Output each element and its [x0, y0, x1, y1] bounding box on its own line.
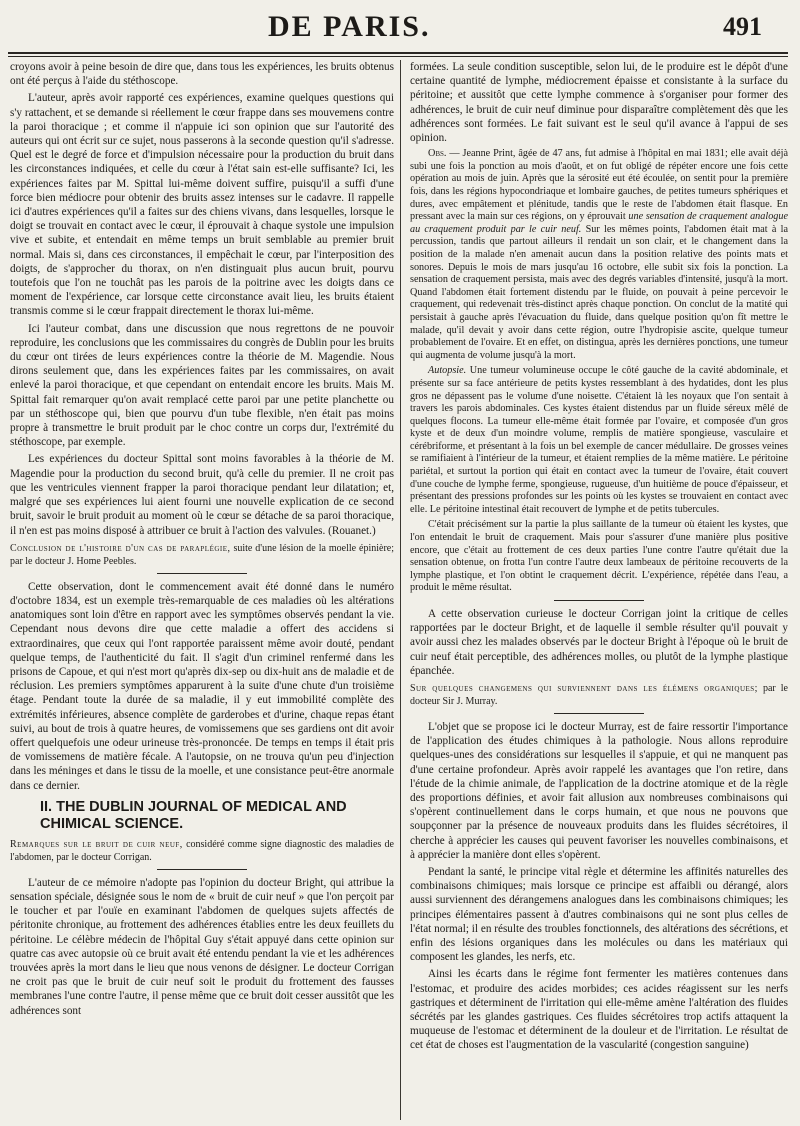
observation-label: Obs.	[428, 148, 447, 160]
article-heading-rest: suite d'une lésion de la moelle épinière; par le docteur J. Home Peebles.	[10, 542, 394, 567]
article-heading	[10, 838, 394, 864]
article-heading-caps: Sur quelques changemens qui surviennent dans les élémens organiques;	[410, 683, 758, 695]
autopsy-paragraph	[410, 365, 788, 516]
header-rule	[8, 52, 788, 57]
article-heading-caps: Remarques sur le bruit de cuir neuf,	[10, 838, 183, 850]
section-rule	[554, 600, 644, 601]
left-column	[10, 60, 394, 1021]
paragraph: Ainsi les écarts dans le régime font fermenter les matières contenues dans l'estomac, et produire des acides morbides; ces acides réagissent sur les nerfs gastriques et déterminent de l'irritation qui elle-même amène l'altération des fluides sécrétés par les glandes gastriques. Ces fluides sécrétoires trop actifs attaquent la muqueuse de l'estomac et déterminent de la douleur et de l'irritation. Le résultat de cet état de choses est l'augmentation de la vascularité (congestion sanguine)	[410, 968, 788, 1052]
paragraph: A cette observation curieuse le docteur Corrigan joint la critique de celles rapportées par le docteur Bright, et de laquelle il semble résulter qu'il pouvait y avoir aussi chez les malades observés par le docteur Bright à l'époque où le bruit de cuir neuf était perceptible, des adhérences molles, ou plutôt de la lymphe plastique épanchée.	[410, 608, 788, 677]
journal-title: II. THE DUBLIN JOURNAL OF MEDICAL AND CHIMICAL SCIENCE.	[40, 798, 347, 832]
observation-text: — Jeanne Print, âgée de 47 ans, fut admise à l'hôpital en mai 1831; elle avait déjà subi une fois la ponction au mois d'août, et on fut obligé de répéter encore une fois cette opération au mois de juin. Après que la sérosité eut été écoulée, on sentit pour la première fois, dans les régions hypocondriaque et lombaire gauches, de petites tumeurs sphériques et dures, avec empâtement et plénitude, tandis que le reste de l'abdomen était flasque. En pressant avec la main sur ces régions, on y éprouvait	[410, 148, 788, 223]
paragraph: C'était précisément sur la partie la plus saillante de la tumeur où étaient les kystes, que l'on entendait le bruit de craquement. Mais pour s'assurer d'une manière plus positive encore, que c'était au frottement de ces deux parties l'une contre l'autre qu'était due la sensation obtenue, on frotta l'un contre l'autre deux lambeaux de péritoine recouverts de la lymphe plastique, et l'on obtint le craquement décrit. L'expérience, répétée dans l'eau, a produit le même résultat.	[410, 519, 788, 594]
section-rule	[554, 713, 644, 714]
article-heading-rest: considéré comme signe diagnostic des maladies de l'abdomen, par le docteur Corrigan.	[10, 838, 394, 863]
paragraph: croyons avoir à peine besoin de dire que, dans tous les expériences, les bruits obtenus ont été perçus à l'aide du stéthoscope.	[10, 61, 394, 88]
observation-paragraph	[410, 148, 788, 362]
column-divider	[400, 60, 401, 1120]
article-heading	[10, 542, 394, 568]
paragraph: Ici l'auteur combat, dans une discussion que nous regrettons de ne pouvoir reproduire, les conclusions que les commissaires du congrès de Dublin pour les bruits du cœur ont tirées de leurs expériences contre la théorie de M. Magendie. Nous dirons seulement que, dans les expériences faites par les commissaires, on avait enlevé la paroi thoracique, et que cependant on entendait encore les bruits. Mais M. Spittal fait remarquer qu'on avait remplacé cette paroi par une petite planchette ou par un stéthoscope qui, bien que pourvu d'un tube flexible, n'en était pas moins propre à transmettre le bruit produit par le choc contre un corps dur, l'extrémité du stéthoscope, par exemple.	[10, 322, 394, 449]
paragraph: L'auteur, après avoir rapporté ces expériences, examine quelques questions qui s'y rattachent, et se demande si réellement le cœur frappe dans ses mouvemens contre la paroi thoracique ; et comme il n'appuie ici son opinion que sur l'autorité des auteurs qui ont écrit sur ce sujet, nous passerons à la seconde question qu'il s'adresse. Quel est le degré de force et d'impulsion nécessaire pour la production du bruit dans les circonstances indiquées, et celle du cœur à l'état sain est-elle suffisante? Ici, les expériences faites par M. Spittal lui-même doivent suffire, puisqu'il a suffi d'une force bien médiocre pour obtenir des bruits assez intenses sur le cadavre. Il rappelle ici d'autres expériences qu'il a faites sur des chiens vivans, dans lesquelles, lorsque le doigt se trouvait en contact avec le cœur, il éprouvait à chaque systole une impulsion vive et subite, et entendait en même temps un bruit semblable au premier bruit normal. Mais si, dans ces circonstances, il empêchait le cœur, par l'interposition des doigts, de s'approcher du thorax, on n'en distinguait plus aucun bruit, pourvu toutefois que l'on ne touchât pas les parois de la poitrine avec les doigts dans ce moment de l'expérience, car lorsque cette circonstance avait lieu, les bruits étaient transmis comme si le cœur frappait directement le thorax lui-même.	[10, 92, 394, 318]
autopsy-label: Autopsie.	[428, 365, 467, 377]
paragraph: Les expériences du docteur Spittal sont moins favorables à la théorie de M. Magendie pour la production du second bruit, qu'à celle du premier. Il ne croit pas que les ventricules viennent frapper la paroi thoracique pendant leur dilatation; et, malgré que ses expériences lui aient fourni une nouvelle explication de ce second bruit, savoir le bruit produit au moment où le cœur se détache de sa paroi thoracique, il n'en est pas moins disposé à attribuer ce bruit à l'action des valvules. (Rouanet.)	[10, 453, 394, 537]
section-rule	[157, 573, 247, 574]
page-header	[0, 6, 800, 46]
article-heading	[410, 682, 788, 708]
right-column	[410, 60, 788, 1056]
paragraph: L'auteur de ce mémoire n'adopte pas l'opinion du docteur Bright, qui attribue la sensation spéciale, désignée sous le nom de « bruit de cuir neuf » que l'on perçoit par le toucher et par l'ouïe en examinant l'abdomen de quelques sujets affectés de péritonite chronique, au frottement des adhérences établies entre les deux feuillets du péritoine. Le célèbre médecin de l'hôpital Guy s'était appuyé dans cette opinion sur quatre cas avec autopsie où ce bruit avait été entendu pendant la vie et les adhérences trouvées après la mort dans le lieu que nous venons de désigner. Le docteur Corrigan ne croit pas que le bruit de cuir neuf soit le produit du frottement des fausses membranes l'une contre l'autre, il pense même que ce bruit doit cesser aussitôt que les adhérences sont	[10, 876, 394, 1017]
autopsy-text: Une tumeur volumineuse occupe le côté gauche de la cavité abdominale, et présente sur sa face antérieure de petits kystes ressemblant à des hydatides, dont les plus gros ne dépassent pas le volume d'une noisette. C'étaient là les noyaux que l'on sentait à travers les parois abdominales. Ces kystes étaient distendus par un fluide séreux mêlé de quelques flocons. La tumeur elle-même était formée par l'ovaire, et composée d'un gros kyste et de deux d'un moindre volume, remplis de matière spongieuse, vasculaire et cérébriforme, et présentant à la fois un bel exemple de cancer médullaire. De grosses veines se ramifiaient à l'intérieur de la tumeur, et étaient remplies de la même matière. Le péritoine pariétal, et surtout la portion qui était en contact avec la tumeur de l'ovaire, était couvert d'une couche de lymphe ferme, spongieuse, rugueuse, d'un huitième de pouce d'épaisseur, et présentant des pressions profondes sur les points où les kystes se trouvaient en contact avec elle. Le péritoine intestinal était recouvert de lymphe et de petits tubercules.	[410, 365, 788, 515]
observation-text-continued: Sur les mêmes points, l'abdomen était mat à la percussion, tandis que partout ailleurs il rendait un son clair, et le changement dans la position de la malade n'en amenait aucun dans la position relative des points mats et sonores. Depuis le mois de mars jusqu'au 16 octobre, elle subit six fois la ponction. La sensation de craquement persista, mais avec des degrés variables d'intensité, jusqu'à la mort. Quand l'abdomen était fortement distendu par le fluide, on pouvait à peine percevoir le craquement, qui redevenait très-distinct après chaque ponction. On conclut de la matité qui persistait à gauche après l'évacuation du fluide, dans quelque position qu'on fît mettre le malade, qu'il devait y avoir dans cette région, outre l'hydropisie ascite, quelque tumeur probablement de l'ovaire. Et en effet, on distingua, après les dernières ponctions, une tumeur qui augmenta de volume jusqu'à la mort.	[410, 223, 788, 361]
paragraph: Pendant la santé, le principe vital règle et détermine les affinités naturelles des combinaisons chimiques; mais lorsque ce principe est affaibli ou dérangé, alors aussi surviennent des dérangemens analogues dans les combinaisons chimiques; les principes élémentaires passent à d'autres combinaisons qui ne sont plus celles de l'état normal; il en résulte des troubles fonctionnels, des altérations des sécrétions, et enfin des lésions organiques dans les molécules ou dans les matériaux qui composent les glandes, les nerfs, etc.	[410, 866, 788, 964]
observation-italic: une sensation de craquement analogue au craquement produit par le cuir neuf.	[410, 211, 788, 235]
article-heading-caps: Conclusion de l'histoire d'un cas de paraplégie,	[10, 542, 231, 554]
paragraph: L'objet que se propose ici le docteur Murray, est de faire ressortir l'importance de l'application des études chimiques à la pathologie. Nous allons reproduire quelques-unes des considérations sur lesquelles il s'appuie, et qui ne manquent pas d'une certaine profondeur. Après avoir rappelé les avantages que l'on retire, dans l'étude de la chimie animale, de l'application de la doctrine atomique et de la règle des proportions définies, et avoir fait allusion aux nombreuses combinaisons qui s'opèrent continuellement dans le corps humain, et que nous ne pouvons que soupçonner par la présence de nouveaux produits dans les fluides sécrétoires, il cherche à apprécier les causes qui peuvent favoriser les nouvelles combinaisons, et à apprécier la manière dont elles s'opèrent.	[410, 721, 788, 861]
section-rule	[157, 869, 247, 870]
paragraph: formées. La seule condition susceptible, selon lui, de le produire est le dépôt d'une certaine quantité de lymphe, médiocrement épaisse et consistante à la surface du péritoine; et aussitôt que cette lymphe commence à s'organiser pour former des adhérences, le bruit de cuir neuf diminue pour disparaître complètement dès que les adhérences sont formées. Le fait suivant est le seul qu'il avance à l'appui de ses opinion.	[410, 61, 788, 145]
running-title: DE PARIS.	[268, 10, 431, 43]
article-heading-rest: par le docteur Sir J. Murray.	[410, 683, 788, 708]
paragraph: Cette observation, dont le commencement avait été donné dans le numéro d'octobre 1834, est un exemple très-remarquable de ces maladies où les altérations anatomiques sont loin d'être en rapport avec les symptômes observés pendant la vie. Cependant nous devons dire que cette maladie a offert des accidens si extraordinaires, que ceux qui l'ont rapportée paraissent même avoir douté, pendant quelque temps, de l'authenticité du fait. Il s'agit d'un criminel renfermé dans les prisons de Capoue, et qui n'est mort qu'après dix-sep ou dix-huit ans de maladie et de réclusion. Les premiers symptômes apparurent à la suite d'une chute d'un troisième étage. Pendant toute la durée de sa maladie, il y eut immobilité complète des extrémités inférieures, absence complète de garderobes et d'urine, chaque repas étant suivi, au bout de trois à quatre heures, de vomissemens que ses gardiens ont dit avoir offert quelquefois une odeur urineuse très-prononcée. De temps en temps il était pris de vomissemens de matière fécale. A l'autopsie, on ne trouva qu'un peu d'injection dans les méninges et dans le tissu de la moelle, et une consistance peut-être anormale dans ce dernier.	[10, 580, 394, 792]
page-number: 491	[723, 12, 762, 41]
